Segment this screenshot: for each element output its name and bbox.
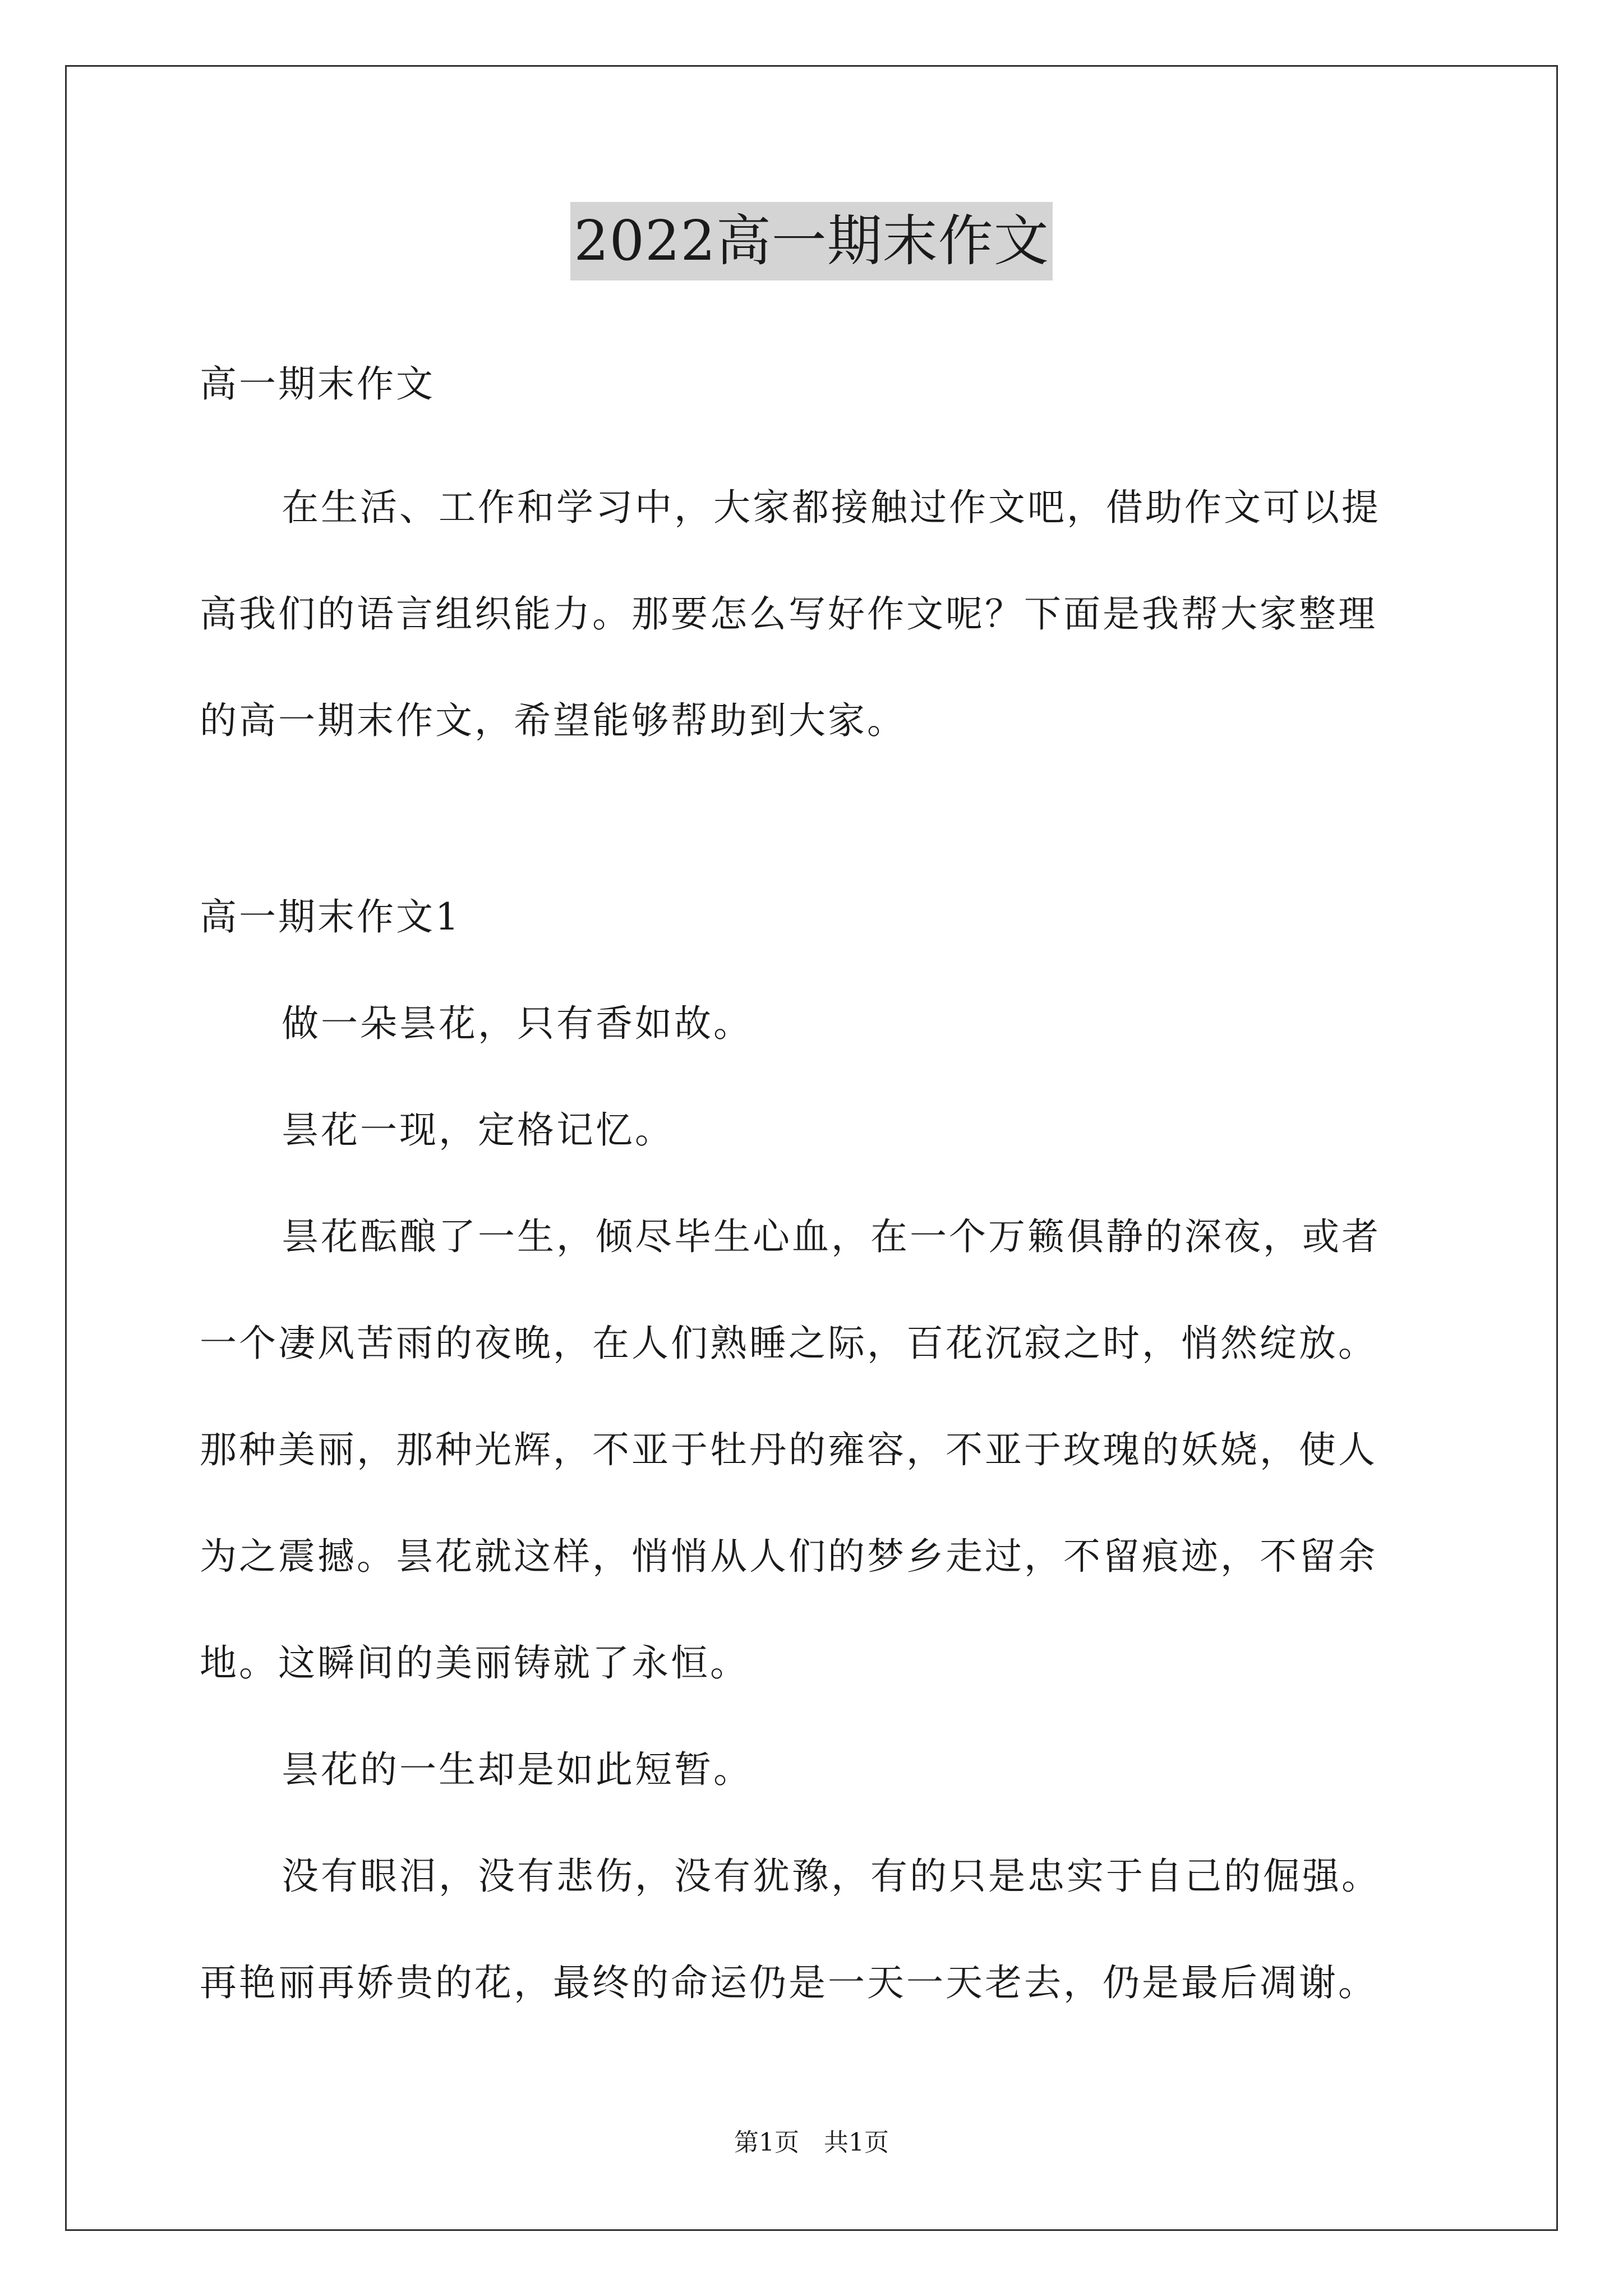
text-line: 在生活、工作和学习中，大家都接触过作文吧，借助作文可以提: [282, 486, 1381, 529]
document-title: 2022高一期末作文: [570, 202, 1052, 280]
title-container: [0, 202, 1623, 280]
text-line: 为之震撼。昙花就这样，悄悄从人们的梦乡走过，不留痕迹，不留余: [200, 1535, 1377, 1578]
text-line: 高一期末作文: [200, 362, 435, 406]
text-line: 昙花一现，定格记忆。: [282, 1108, 674, 1152]
text-line: 做一朵昙花，只有香如故。: [282, 1002, 753, 1045]
page-footer: 第1页 共1页: [734, 2128, 889, 2157]
text-line: 没有眼泪，没有悲伤，没有犹豫，有的只是忠实于自己的倔强。: [282, 1855, 1381, 1898]
text-line: 昙花酝酿了一生，倾尽毕生心血，在一个万籁俱静的深夜，或者: [282, 1215, 1381, 1258]
text-line: 地。这瞬间的美丽铸就了永恒。: [200, 1641, 749, 1685]
text-line: 一个凄风苦雨的夜晚，在人们熟睡之际，百花沉寂之时，悄然绽放。: [200, 1322, 1377, 1365]
text-line: 再艳丽再娇贵的花，最终的命运仍是一天一天老去，仍是最后凋谢。: [200, 1961, 1377, 2004]
text-line: 昙花的一生却是如此短暂。: [282, 1748, 753, 1791]
text-line: 高一期末作文1: [200, 895, 461, 938]
text-line: 的高一期末作文，希望能够帮助到大家。: [200, 699, 906, 742]
text-line: 那种美丽，那种光辉，不亚于牡丹的雍容，不亚于玫瑰的妖娆，使人: [200, 1428, 1377, 1471]
text-line: 高我们的语言组织能力。那要怎么写好作文呢？下面是我帮大家整理: [200, 592, 1377, 636]
